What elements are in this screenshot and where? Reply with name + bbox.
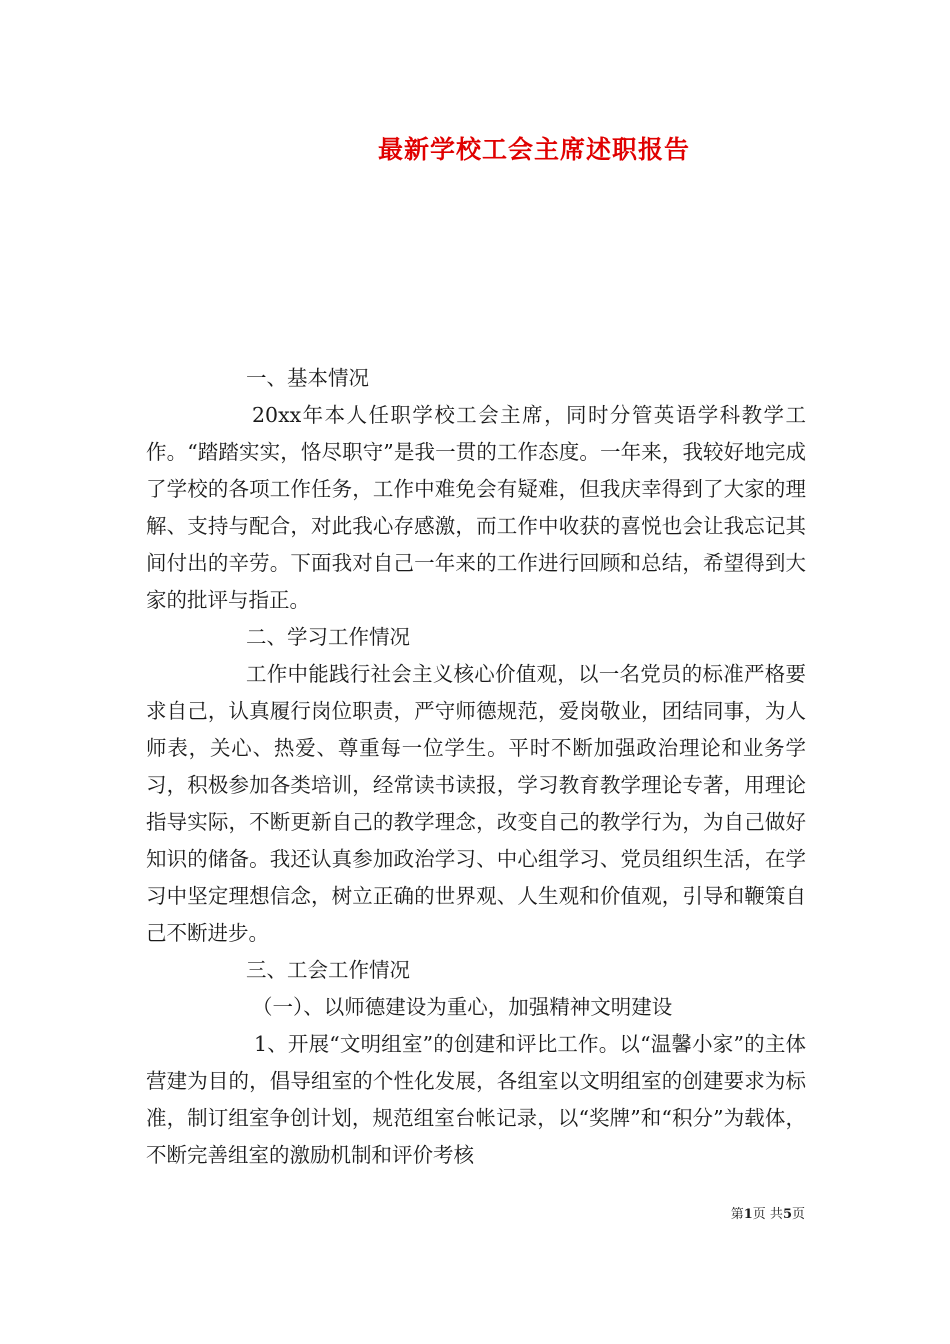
section-heading-basic-info: 一、基本情况: [246, 366, 369, 390]
page-footer: [731, 1203, 805, 1222]
subheading-ethics: （一）、以师德建设为重心，加强精神文明建设: [252, 995, 673, 1019]
footer-prefix: 第: [730, 1207, 744, 1222]
paragraph-item-civilized-office: 1、开展“文明组室”的创建和评比工作。以“温馨小家”的主体营建为目的，倡导组室的个性化发展，各组室以文明组室的创建要求为标准，制订组室争创计划，规范组室台帐记录，以“奖牌”和“积分”为载体，不断完善组室的激励机制和评价考核: [146, 1032, 806, 1167]
paragraph-study-work: 工作中能践行社会主义核心价值观，以一名党员的标准严格要求自己，认真履行岗位职责，严守师德规范，爱岗敬业，团结同事，为人师表，关心、热爱、尊重每一位学生。平时不断加强政治理论和业务学习，积极参加各类培训，经常读书读报，学习教育教学理论专著，用理论指导实际，不断更新自己的教学理念，改变自己的教学行为，为自己做好知识的储备。我还认真参加政治学习、中心组学习、党员组织生活，在学习中坚定理想信念，树立正确的世界观、人生观和价值观，引导和鞭策自己不断进步。: [146, 662, 806, 945]
footer-total-pages: 5: [782, 1207, 792, 1222]
page-title: 最新学校工会主席述职报告: [377, 135, 690, 164]
paragraph-basic-info: 20xx年本人任职学校工会主席，同时分管英语学科教学工作。“踏踏实实，恪尽职守”是我一贯的工作态度。一年来，我较好地完成了学校的各项工作任务，工作中难免会有疑难，但我庆幸得到了大家的理解、支持与配合，对此我心存感激，而工作中收获的喜悦也会让我忘记其间付出的辛劳。下面我对自己一年来的工作进行回顾和总结，希望得到大家的批评与指正。: [146, 403, 806, 612]
footer-current-page: 1: [743, 1207, 753, 1222]
footer-middle: 页 共: [752, 1207, 783, 1222]
section-heading-union-work: 三、工会工作情况: [246, 958, 410, 982]
section-heading-study-work: 二、学习工作情况: [246, 625, 410, 649]
footer-suffix: 页: [791, 1207, 805, 1222]
document-body: [146, 360, 806, 1174]
